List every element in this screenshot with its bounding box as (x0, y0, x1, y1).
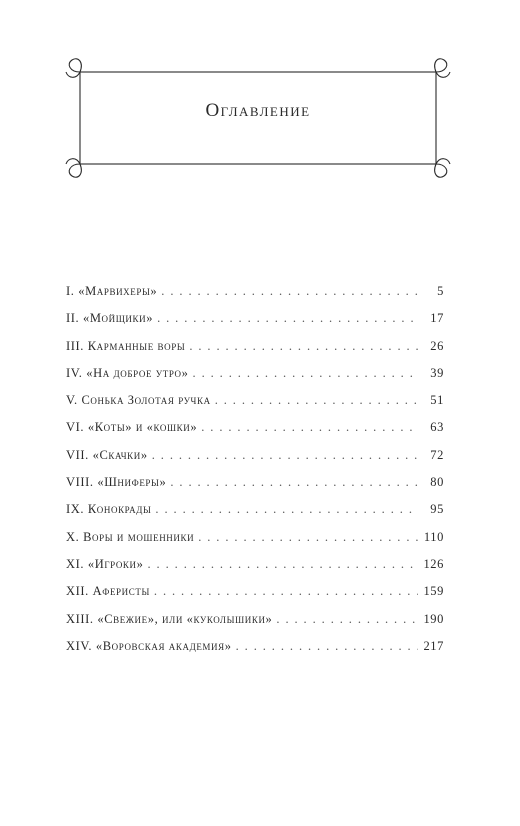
toc-entry[interactable] (66, 311, 444, 338)
toc-entry-page: 110 (423, 529, 444, 544)
toc-entry-title: XIII. «Свежие», или «куколышики» (66, 611, 273, 626)
toc-entry-title: III. Карманные воры (66, 338, 186, 353)
toc-entry-page: 39 (430, 365, 444, 380)
toc-entry-title: IX. Конокрады (66, 502, 152, 517)
toc-entry-page: 5 (437, 284, 444, 298)
toc-leader-dots (155, 502, 418, 517)
toc-entry-title: XI. «Игроки» (66, 556, 144, 571)
toc-entry-page: 95 (430, 502, 444, 517)
toc-leader-dots (148, 557, 419, 572)
toc-leader-dots (193, 366, 418, 381)
toc-entry[interactable] (66, 448, 444, 475)
toc-entry[interactable] (66, 339, 444, 366)
toc-entry[interactable] (66, 530, 444, 557)
toc-leader-dots (189, 339, 418, 354)
toc-entry-title: XII. Аферисты (66, 584, 150, 599)
toc-entry-title: V. Сонька Золотая ручка (66, 393, 211, 408)
toc-entry[interactable] (66, 475, 444, 502)
toc-entry-title: XIV. «Воровская академия» (66, 638, 232, 653)
toc-entry[interactable] (66, 284, 444, 311)
toc-entry[interactable] (66, 612, 444, 639)
toc-leader-dots (154, 584, 418, 599)
toc-entry[interactable] (66, 584, 444, 611)
toc-entry-page: 17 (430, 311, 444, 326)
toc-entry-title: IV. «На доброе утро» (66, 365, 189, 380)
toc-entry-page: 51 (430, 393, 444, 408)
toc-entry-page: 190 (423, 611, 444, 626)
toc-entry-title: VI. «Коты» и «кошки» (66, 420, 198, 435)
toc-entry-page: 126 (423, 556, 444, 571)
toc-entry-title: II. «Мойщики» (66, 311, 154, 326)
toc-entry-title: X. Воры и мошенники (66, 529, 195, 544)
toc-entry[interactable] (66, 639, 444, 666)
toc-entry-page: 159 (423, 584, 444, 599)
toc-entry[interactable] (66, 366, 444, 393)
toc-leader-dots (170, 475, 418, 490)
toc-entry[interactable] (66, 420, 444, 447)
toc-entry-title: I. «Марвихеры» (66, 284, 158, 298)
toc-entry[interactable] (66, 393, 444, 420)
page-title: Оглавление (205, 100, 311, 121)
toc-leader-dots (157, 311, 418, 326)
toc-entry-page: 80 (430, 475, 444, 490)
toc-leader-dots (236, 639, 418, 654)
toc-leader-dots (161, 284, 418, 299)
toc-leader-dots (215, 393, 418, 408)
toc-entry[interactable] (66, 502, 444, 529)
toc-leader-dots (276, 612, 418, 627)
toc-entry[interactable] (66, 557, 444, 584)
toc-entry-page: 26 (430, 338, 444, 353)
toc-entry-title: VII. «Скачки» (66, 447, 148, 462)
toc-leader-dots (198, 530, 418, 545)
toc-leader-dots (152, 448, 418, 463)
toc-entry-page: 63 (430, 420, 444, 435)
toc-leader-dots (201, 420, 418, 435)
table-of-contents (66, 284, 444, 666)
toc-entry-page: 72 (430, 447, 444, 462)
toc-entry-title: VIII. «Шниферы» (66, 475, 167, 490)
title-frame (66, 58, 450, 178)
toc-entry-page: 217 (423, 638, 444, 653)
